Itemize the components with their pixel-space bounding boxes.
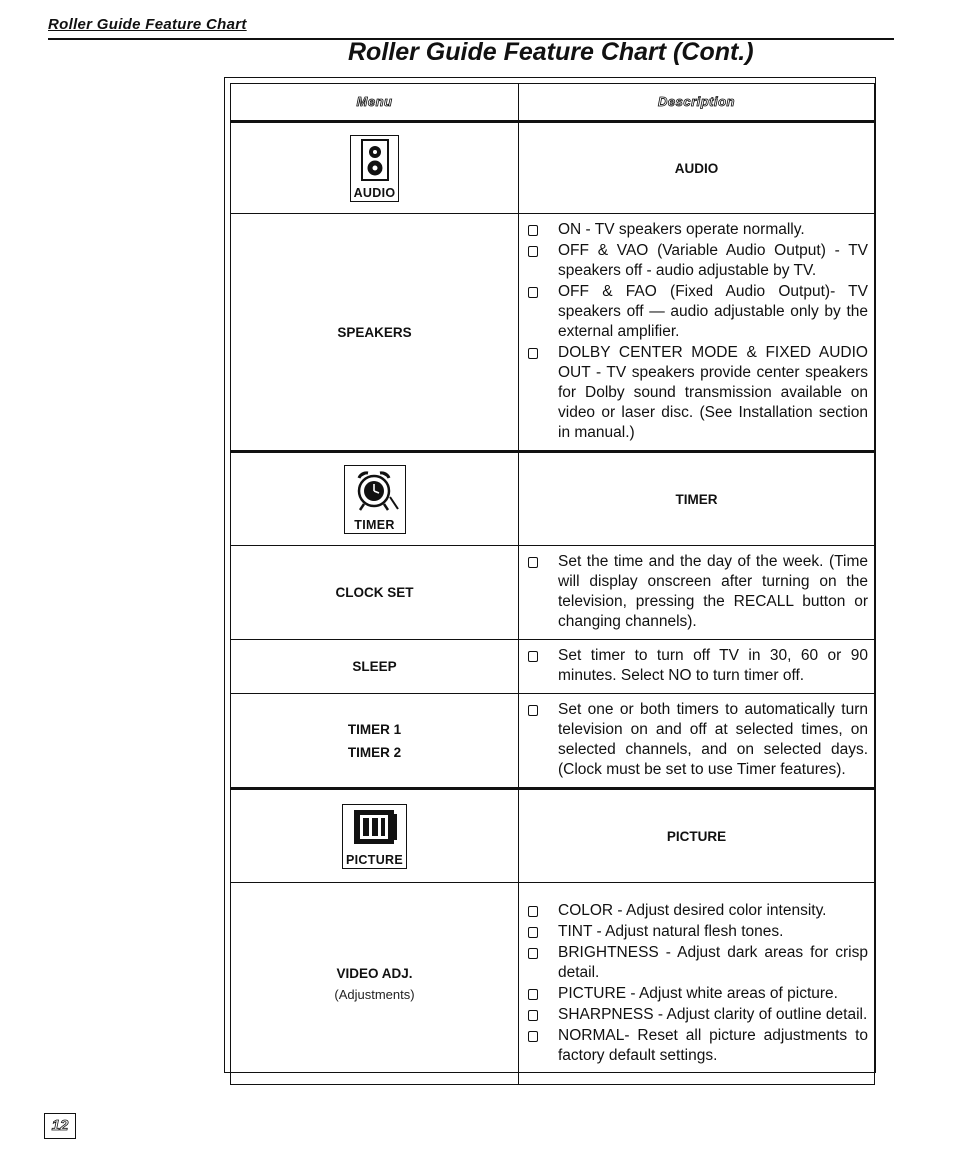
- video-adj-sub-label: (Adjustments): [334, 986, 415, 1002]
- menu-column-label: Menu: [356, 94, 393, 109]
- checkbox-bullet-icon: [528, 989, 538, 1000]
- description-column-label: Description: [657, 94, 735, 109]
- speakers-row: [231, 214, 875, 452]
- clock-set-desc-cell: [519, 546, 875, 640]
- list-item: PICTURE - Adjust white areas of picture.: [525, 984, 868, 1004]
- video-adj-menu-cell: [231, 883, 519, 1085]
- checkbox-bullet-icon: [528, 225, 538, 236]
- sleep-menu-cell: [231, 640, 519, 694]
- timer-menu-icon: [344, 465, 406, 534]
- checkbox-bullet-icon: [528, 906, 538, 917]
- timer-title-cell: [519, 452, 875, 546]
- checkbox-bullet-icon: [528, 557, 538, 568]
- checkbox-bullet-icon: [528, 1010, 538, 1021]
- picture-menu-icon: [342, 804, 407, 869]
- checkbox-bullet-icon: [528, 348, 538, 359]
- checkbox-bullet-icon: [528, 246, 538, 257]
- video-adj-desc-cell: [519, 883, 875, 1085]
- page-number: 12: [44, 1113, 76, 1139]
- audio-title: AUDIO: [674, 160, 719, 176]
- picture-title-cell: [519, 789, 875, 883]
- clock-set-label: CLOCK SET: [335, 585, 414, 600]
- list-item: NORMAL- Reset all picture adjustments to factory default settings.: [525, 1026, 868, 1066]
- list-item: TINT - Adjust natural flesh tones.: [525, 922, 868, 942]
- audio-title-cell: [519, 122, 875, 214]
- speaker-icon: [358, 139, 392, 181]
- clock-set-menu-cell: [231, 546, 519, 640]
- list-item: COLOR - Adjust desired color intensity.: [525, 901, 868, 921]
- video-adj-label: VIDEO ADJ.: [336, 965, 413, 981]
- sleep-row: [231, 640, 875, 694]
- speakers-desc-cell: [519, 214, 875, 452]
- timer-icon-cell: [231, 452, 519, 546]
- list-item: OFF & VAO (Variable Audio Output) - TV speakers off - audio adjustable by TV.: [525, 241, 868, 281]
- list-item: Set timer to turn off TV in 30, 60 or 90 minutes. Select NO to turn timer off.: [525, 646, 868, 686]
- list-item: SHARPNESS - Adjust clarity of outline detail.: [525, 1005, 868, 1025]
- speakers-label: SPEAKERS: [337, 324, 412, 340]
- picture-icon-label: PICTURE: [346, 852, 403, 867]
- alarm-clock-icon: [348, 469, 402, 513]
- picture-title: PICTURE: [666, 828, 727, 844]
- section-header: Roller Guide Feature Chart: [48, 16, 247, 33]
- checkbox-bullet-icon: [528, 927, 538, 938]
- sleep-desc-cell: [519, 640, 875, 694]
- video-adj-row: [231, 883, 875, 1085]
- sleep-label: SLEEP: [352, 659, 397, 674]
- audio-section-row: [231, 122, 875, 214]
- checkbox-bullet-icon: [528, 705, 538, 716]
- list-item: OFF & FAO (Fixed Audio Output)- TV speakers off — audio adjustable only by the external amplifier.: [525, 282, 868, 342]
- picture-section-row: [231, 789, 875, 883]
- timer1-label: TIMER 1: [347, 721, 402, 737]
- checkbox-bullet-icon: [528, 1031, 538, 1042]
- list-item: BRIGHTNESS - Adjust dark areas for crisp detail.: [525, 943, 868, 983]
- timers-row: [231, 694, 875, 789]
- menu-column-header: [231, 84, 519, 122]
- timer-title: TIMER: [675, 491, 718, 507]
- timer-section-row: [231, 452, 875, 546]
- timers-desc-cell: [519, 694, 875, 789]
- feature-chart-table: [230, 83, 875, 1085]
- audio-menu-icon: [350, 135, 400, 202]
- speakers-menu-cell: [231, 214, 519, 452]
- tv-picture-icon: [351, 808, 399, 848]
- timer-icon-label: TIMER: [354, 517, 395, 532]
- clock-set-row: [231, 546, 875, 640]
- checkbox-bullet-icon: [528, 948, 538, 959]
- list-item: Set one or both timers to automatically turn television on and off at selected times, on selected channels, and on selected days. (Clock must be set to use Timer features).: [525, 700, 868, 780]
- list-item: ON - TV speakers operate normally.: [525, 220, 868, 240]
- timers-menu-cell: [231, 694, 519, 789]
- list-item: DOLBY CENTER MODE & FIXED AUDIO OUT - TV speakers provide center speakers for Dolby sound transmission available on video or laser disc. (See Installation section in manual.): [525, 343, 868, 443]
- picture-icon-cell: [231, 789, 519, 883]
- table-header-row: [231, 84, 875, 122]
- checkbox-bullet-icon: [528, 287, 538, 298]
- description-column-header: [519, 84, 875, 122]
- audio-icon-label: AUDIO: [353, 185, 396, 200]
- checkbox-bullet-icon: [528, 651, 538, 662]
- timer2-label: TIMER 2: [347, 744, 402, 760]
- list-item: Set the time and the day of the week. (Time will display onscreen after turning on the television, pressing the RECALL button or changing channels).: [525, 552, 868, 632]
- audio-icon-cell: [231, 122, 519, 214]
- page-title: Roller Guide Feature Chart (Cont.): [348, 38, 754, 66]
